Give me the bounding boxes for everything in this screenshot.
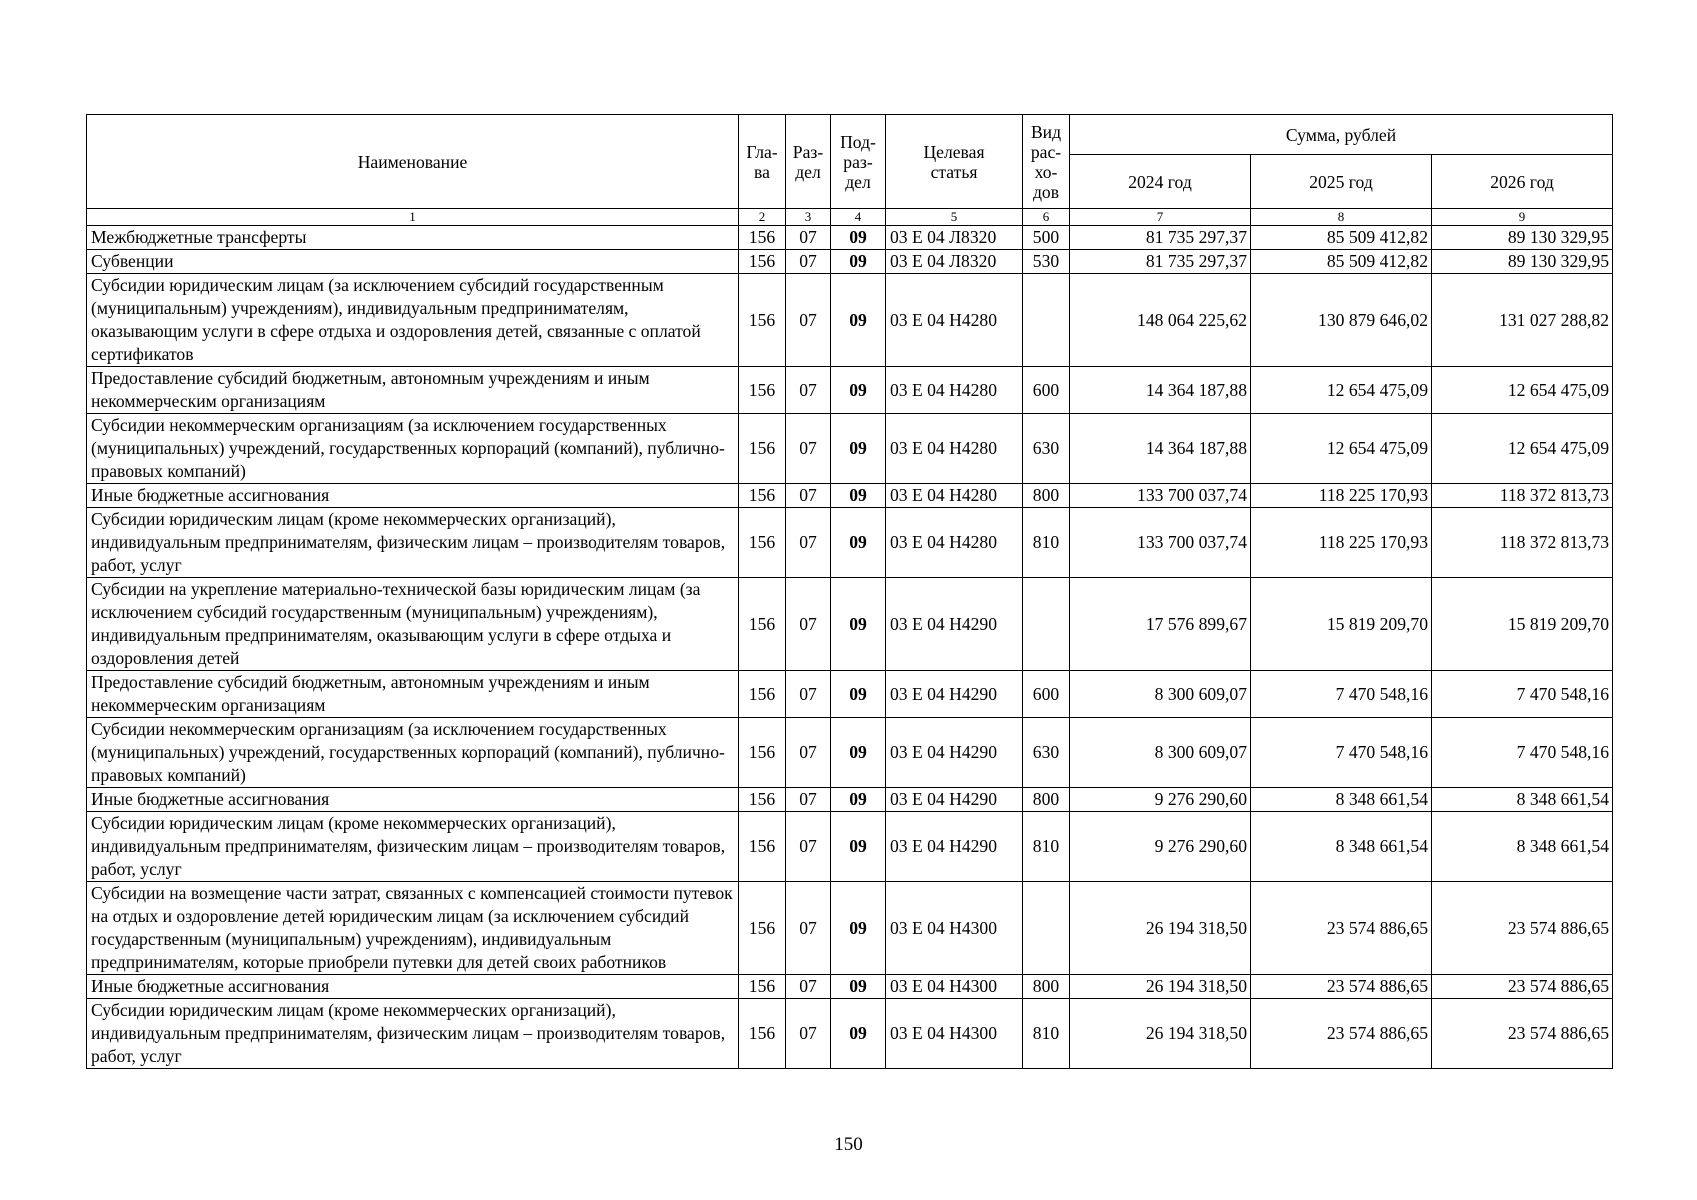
row-sum-2026: 12 654 475,09 (1432, 367, 1613, 414)
row-subsection: 09 (831, 250, 886, 274)
row-target-article: 03 Е 04 Л8320 (886, 250, 1023, 274)
row-target-article: 03 Е 04 Н4280 (886, 508, 1023, 578)
row-sum-2026: 8 348 661,54 (1432, 788, 1613, 812)
header-year-2025: 2025 год (1251, 155, 1432, 209)
column-number: 4 (831, 209, 886, 226)
row-expense-type: 600 (1023, 671, 1070, 718)
row-sum-2026: 15 819 209,70 (1432, 578, 1613, 671)
row-chapter: 156 (739, 484, 786, 508)
row-section: 07 (786, 226, 831, 250)
column-number: 2 (739, 209, 786, 226)
row-name: Межбюджетные трансферты (87, 226, 739, 250)
row-subsection: 09 (831, 414, 886, 484)
table-row (87, 274, 1613, 367)
row-section: 07 (786, 671, 831, 718)
table-row (87, 812, 1613, 882)
row-expense-type (1023, 274, 1070, 367)
row-subsection: 09 (831, 812, 886, 882)
row-target-article: 03 Е 04 Н4300 (886, 999, 1023, 1069)
row-sum-2024: 17 576 899,67 (1070, 578, 1251, 671)
header-chapter: Гла- ва (739, 115, 786, 209)
row-sum-2024: 9 276 290,60 (1070, 812, 1251, 882)
row-subsection: 09 (831, 367, 886, 414)
row-section: 07 (786, 484, 831, 508)
header-name: Наименование (87, 115, 739, 209)
page-number: 150 (834, 1134, 863, 1155)
row-name: Субсидии на укрепление материально-технической базы юридическим лицам (за исключением субсидий государственным (муниципальным) учреждениям), индивидуальным предпринимателям, оказывающим услуги в сфере отдыха и оздоровления детей (87, 578, 739, 671)
row-sum-2024: 8 300 609,07 (1070, 671, 1251, 718)
row-name: Субвенции (87, 250, 739, 274)
row-name: Субсидии юридическим лицам (за исключением субсидий государственным (муниципальным) учреждениям), индивидуальным предпринимателям, оказывающим услуги в сфере отдыха и оздоровления детей, связанные с оплатой сертификатов (87, 274, 739, 367)
table-row (87, 484, 1613, 508)
row-sum-2024: 14 364 187,88 (1070, 367, 1251, 414)
table-row (87, 882, 1613, 975)
row-sum-2026: 89 130 329,95 (1432, 250, 1613, 274)
row-sum-2025: 23 574 886,65 (1251, 882, 1432, 975)
table-row (87, 508, 1613, 578)
row-sum-2025: 85 509 412,82 (1251, 226, 1432, 250)
row-chapter: 156 (739, 671, 786, 718)
row-target-article: 03 Е 04 Н4290 (886, 718, 1023, 788)
row-sum-2026: 7 470 548,16 (1432, 671, 1613, 718)
row-expense-type (1023, 578, 1070, 671)
row-section: 07 (786, 788, 831, 812)
row-sum-2026: 12 654 475,09 (1432, 414, 1613, 484)
row-sum-2026: 131 027 288,82 (1432, 274, 1613, 367)
row-chapter: 156 (739, 882, 786, 975)
row-section: 07 (786, 999, 831, 1069)
row-target-article: 03 Е 04 Н4300 (886, 975, 1023, 999)
row-subsection: 09 (831, 788, 886, 812)
row-sum-2025: 15 819 209,70 (1251, 578, 1432, 671)
row-expense-type: 500 (1023, 226, 1070, 250)
column-number: 6 (1023, 209, 1070, 226)
row-expense-type: 800 (1023, 975, 1070, 999)
row-section: 07 (786, 718, 831, 788)
table-row (87, 671, 1613, 718)
row-chapter: 156 (739, 718, 786, 788)
row-sum-2026: 118 372 813,73 (1432, 508, 1613, 578)
row-target-article: 03 Е 04 Н4280 (886, 414, 1023, 484)
table-row (87, 788, 1613, 812)
row-target-article: 03 Е 04 Н4290 (886, 812, 1023, 882)
row-sum-2026: 118 372 813,73 (1432, 484, 1613, 508)
table-row (87, 999, 1613, 1069)
row-section: 07 (786, 975, 831, 999)
row-target-article: 03 Е 04 Л8320 (886, 226, 1023, 250)
row-chapter: 156 (739, 975, 786, 999)
row-target-article: 03 Е 04 Н4290 (886, 671, 1023, 718)
row-chapter: 156 (739, 250, 786, 274)
row-subsection: 09 (831, 671, 886, 718)
row-sum-2026: 23 574 886,65 (1432, 882, 1613, 975)
row-sum-2024: 148 064 225,62 (1070, 274, 1251, 367)
row-sum-2026: 89 130 329,95 (1432, 226, 1613, 250)
row-name: Субсидии юридическим лицам (кроме некоммерческих организаций), индивидуальным предпринимателям, физическим лицам – производителям товаров, работ, услуг (87, 812, 739, 882)
column-number: 9 (1432, 209, 1613, 226)
row-expense-type: 630 (1023, 414, 1070, 484)
header-expense-type: Вид рас- хо- дов (1023, 115, 1070, 209)
row-subsection: 09 (831, 578, 886, 671)
row-name: Субсидии некоммерческим организациям (за исключением государственных (муниципальных) учреждений, государственных корпораций (компаний), публично-правовых компаний) (87, 718, 739, 788)
row-sum-2024: 9 276 290,60 (1070, 788, 1251, 812)
row-subsection: 09 (831, 508, 886, 578)
row-sum-2026: 23 574 886,65 (1432, 975, 1613, 999)
row-name: Предоставление субсидий бюджетным, автономным учреждениям и иным некоммерческим организациям (87, 367, 739, 414)
row-expense-type: 810 (1023, 812, 1070, 882)
table-body (87, 226, 1613, 1069)
row-name: Предоставление субсидий бюджетным, автономным учреждениям и иным некоммерческим организациям (87, 671, 739, 718)
table-row (87, 367, 1613, 414)
row-sum-2025: 85 509 412,82 (1251, 250, 1432, 274)
row-section: 07 (786, 812, 831, 882)
header-target-article: Целевая статья (886, 115, 1023, 209)
row-name: Иные бюджетные ассигнования (87, 484, 739, 508)
row-chapter: 156 (739, 226, 786, 250)
row-chapter: 156 (739, 274, 786, 367)
row-subsection: 09 (831, 274, 886, 367)
row-subsection: 09 (831, 882, 886, 975)
column-number: 8 (1251, 209, 1432, 226)
row-name: Иные бюджетные ассигнования (87, 975, 739, 999)
row-section: 07 (786, 882, 831, 975)
row-target-article: 03 Е 04 Н4290 (886, 578, 1023, 671)
row-section: 07 (786, 367, 831, 414)
table-row (87, 718, 1613, 788)
row-name: Субсидии на возмещение части затрат, связанных с компенсацией стоимости путевок на отдых и оздоровление детей юридическим лицам (за исключением субсидий государственным (муниципальным) учреждениям), индивидуальным предпринимателям, которые приобрели путевки для детей своих работников (87, 882, 739, 975)
row-chapter: 156 (739, 367, 786, 414)
row-sum-2025: 130 879 646,02 (1251, 274, 1432, 367)
row-expense-type (1023, 882, 1070, 975)
table-row (87, 975, 1613, 999)
row-subsection: 09 (831, 718, 886, 788)
row-sum-2024: 81 735 297,37 (1070, 250, 1251, 274)
row-sum-2025: 23 574 886,65 (1251, 999, 1432, 1069)
row-sum-2024: 26 194 318,50 (1070, 999, 1251, 1069)
row-name: Субсидии юридическим лицам (кроме некоммерческих организаций), индивидуальным предпринимателям, физическим лицам – производителям товаров, работ, услуг (87, 508, 739, 578)
row-sum-2024: 81 735 297,37 (1070, 226, 1251, 250)
row-expense-type: 530 (1023, 250, 1070, 274)
row-section: 07 (786, 250, 831, 274)
row-sum-2025: 7 470 548,16 (1251, 671, 1432, 718)
row-sum-2025: 8 348 661,54 (1251, 788, 1432, 812)
row-chapter: 156 (739, 414, 786, 484)
row-sum-2025: 23 574 886,65 (1251, 975, 1432, 999)
row-sum-2025: 12 654 475,09 (1251, 414, 1432, 484)
column-number: 3 (786, 209, 831, 226)
row-target-article: 03 Е 04 Н4280 (886, 484, 1023, 508)
table-row (87, 578, 1613, 671)
row-chapter: 156 (739, 788, 786, 812)
row-target-article: 03 Е 04 Н4300 (886, 882, 1023, 975)
column-number: 5 (886, 209, 1023, 226)
row-expense-type: 800 (1023, 788, 1070, 812)
header-sum: Сумма, рублей (1070, 115, 1613, 155)
row-target-article: 03 Е 04 Н4280 (886, 274, 1023, 367)
row-sum-2026: 7 470 548,16 (1432, 718, 1613, 788)
row-subsection: 09 (831, 975, 886, 999)
row-expense-type: 600 (1023, 367, 1070, 414)
table-row (87, 250, 1613, 274)
header-subsection: Под- раз- дел (831, 115, 886, 209)
row-target-article: 03 Е 04 Н4290 (886, 788, 1023, 812)
row-sum-2024: 14 364 187,88 (1070, 414, 1251, 484)
row-section: 07 (786, 274, 831, 367)
row-chapter: 156 (739, 812, 786, 882)
row-expense-type: 810 (1023, 999, 1070, 1069)
row-section: 07 (786, 508, 831, 578)
row-sum-2025: 8 348 661,54 (1251, 812, 1432, 882)
header-section: Раз- дел (786, 115, 831, 209)
row-sum-2024: 133 700 037,74 (1070, 484, 1251, 508)
row-name: Субсидии некоммерческим организациям (за исключением государственных (муниципальных) учреждений, государственных корпораций (компаний), публично-правовых компаний) (87, 414, 739, 484)
row-sum-2025: 7 470 548,16 (1251, 718, 1432, 788)
table-row (87, 414, 1613, 484)
row-sum-2026: 8 348 661,54 (1432, 812, 1613, 882)
row-name: Субсидии юридическим лицам (кроме некоммерческих организаций), индивидуальным предпринимателям, физическим лицам – производителям товаров, работ, услуг (87, 999, 739, 1069)
budget-table-container (86, 114, 1612, 1069)
table-row (87, 226, 1613, 250)
row-sum-2024: 8 300 609,07 (1070, 718, 1251, 788)
row-subsection: 09 (831, 484, 886, 508)
row-sum-2025: 118 225 170,93 (1251, 484, 1432, 508)
header-year-2024: 2024 год (1070, 155, 1251, 209)
row-chapter: 156 (739, 578, 786, 671)
row-subsection: 09 (831, 999, 886, 1069)
row-expense-type: 630 (1023, 718, 1070, 788)
header-year-2026: 2026 год (1432, 155, 1613, 209)
budget-table (86, 114, 1613, 1069)
row-sum-2025: 12 654 475,09 (1251, 367, 1432, 414)
row-sum-2025: 118 225 170,93 (1251, 508, 1432, 578)
row-name: Иные бюджетные ассигнования (87, 788, 739, 812)
row-sum-2026: 23 574 886,65 (1432, 999, 1613, 1069)
row-expense-type: 800 (1023, 484, 1070, 508)
row-chapter: 156 (739, 508, 786, 578)
row-chapter: 156 (739, 999, 786, 1069)
row-expense-type: 810 (1023, 508, 1070, 578)
column-number: 7 (1070, 209, 1251, 226)
row-subsection: 09 (831, 226, 886, 250)
column-number: 1 (87, 209, 739, 226)
row-sum-2024: 26 194 318,50 (1070, 882, 1251, 975)
row-section: 07 (786, 414, 831, 484)
row-section: 07 (786, 578, 831, 671)
row-sum-2024: 133 700 037,74 (1070, 508, 1251, 578)
row-sum-2024: 26 194 318,50 (1070, 975, 1251, 999)
row-target-article: 03 Е 04 Н4280 (886, 367, 1023, 414)
